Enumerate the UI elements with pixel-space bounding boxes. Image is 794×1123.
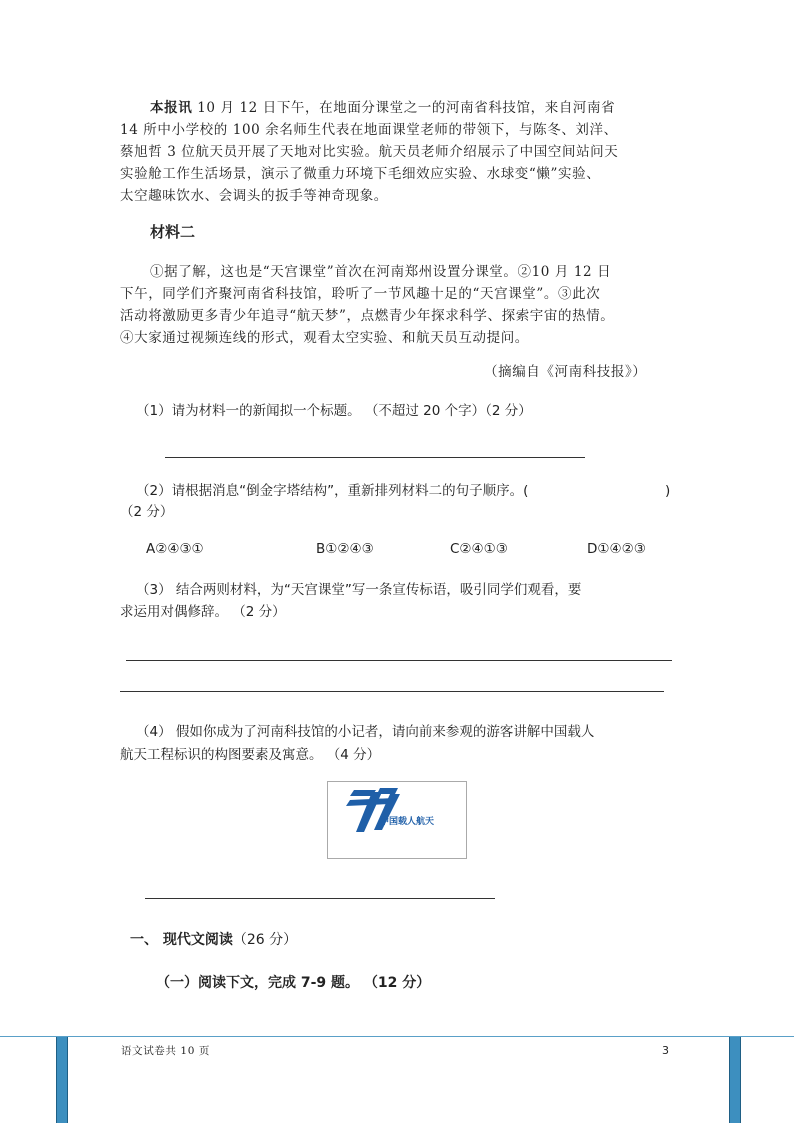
section-number: 一、: [130, 932, 158, 948]
source-citation: （摘编自《河南科技报》）: [484, 364, 647, 380]
material-two-line-1: ①据了解，这也是“天宫课堂”首次在河南郑州设置分课堂。②10 月 12 日: [150, 264, 612, 280]
material-one-line-1: [120, 97, 680, 119]
material-two-line-3: 活动将激励更多青少年追寻“航天梦”，点燃青少年探求科学、探索宇宙的热情。: [120, 308, 615, 324]
section-heading: [130, 929, 297, 951]
logo-emblem-icon: [328, 782, 466, 858]
footer-right-bar: [729, 1037, 741, 1123]
option-d[interactable]: D①④②③: [587, 541, 646, 557]
material-one-line-5: 太空趣味饮水、会调头的扳手等神奇现象。: [120, 188, 388, 204]
footer-page-number: 3: [662, 1044, 669, 1057]
question-2-close-paren: ): [665, 483, 671, 499]
lead-label: 本报讯: [150, 100, 193, 116]
material-two-line-4: ④大家通过视频连线的形式，观看太空实验、和航天员互动提问。: [120, 330, 529, 346]
footer-divider: [0, 1036, 794, 1037]
material-two-heading: 材料二: [150, 223, 196, 241]
section-score: （26 分）: [232, 932, 298, 948]
subsection-heading: （一）阅读下文，完成 7-9 题。 （12 分）: [156, 975, 431, 991]
option-b[interactable]: B①②④③: [316, 541, 374, 557]
material-one-line-4: 实验舱工作生活场景，演示了微重力环境下毛细效应实验、水球变“懒”实验、: [120, 166, 601, 182]
logo-text: 中国载人航天: [380, 817, 435, 827]
material-one-line-3: 蔡旭哲 3 位航天员开展了天地对比实验。航天员老师介绍展示了中国空间站问天: [120, 144, 619, 160]
question-2-line-1: （2）请根据消息“倒金字塔结构”，重新排列材料二的句子顺序。(: [136, 483, 529, 499]
question-2-line-2: （2 分）: [120, 504, 174, 520]
answer-line-1[interactable]: [165, 457, 585, 458]
footer-page-count: 语文试卷共 10 页: [121, 1045, 211, 1057]
answer-line-3a[interactable]: [126, 660, 672, 661]
answer-line-4[interactable]: [145, 898, 495, 899]
option-c[interactable]: C②④①③: [450, 541, 508, 557]
question-3-line-2: 求运用对偶修辞。 （2 分）: [120, 604, 286, 620]
question-4-line-1: （4） 假如你成为了河南科技馆的小记者，请向前来参观的游客讲解中国载人: [136, 724, 595, 740]
section-title: 现代文阅读: [158, 932, 233, 948]
material-two-paragraph: [120, 261, 680, 349]
material-one-paragraph: [120, 97, 680, 207]
line-text: 10 月 12 日下午，在地面分课堂之一的河南省科技馆，来自河南省: [192, 100, 616, 116]
space-program-logo: [327, 781, 467, 859]
question-1: （1）请为材料一的新闻拟一个标题。 （不超过 20 个字）（2 分）: [136, 403, 532, 419]
option-a[interactable]: A②④③①: [146, 541, 204, 557]
material-one-line-2: 14 所中小学校的 100 余名师生代表在地面课堂老师的带领下，与陈冬、刘洋、: [120, 122, 618, 138]
question-3-line-1: （3） 结合两则材料，为“天宫课堂”写一条宣传标语，吸引同学们观看，要: [136, 582, 582, 598]
answer-line-3b[interactable]: [120, 691, 664, 692]
material-two-line-2: 下午，同学们齐聚河南省科技馆，聆听了一节风趣十足的“天宫课堂”。③此次: [120, 286, 601, 302]
footer-left-bar: [56, 1037, 68, 1123]
question-4-line-2: 航天工程标识的构图要素及寓意。 （4 分）: [120, 747, 381, 763]
